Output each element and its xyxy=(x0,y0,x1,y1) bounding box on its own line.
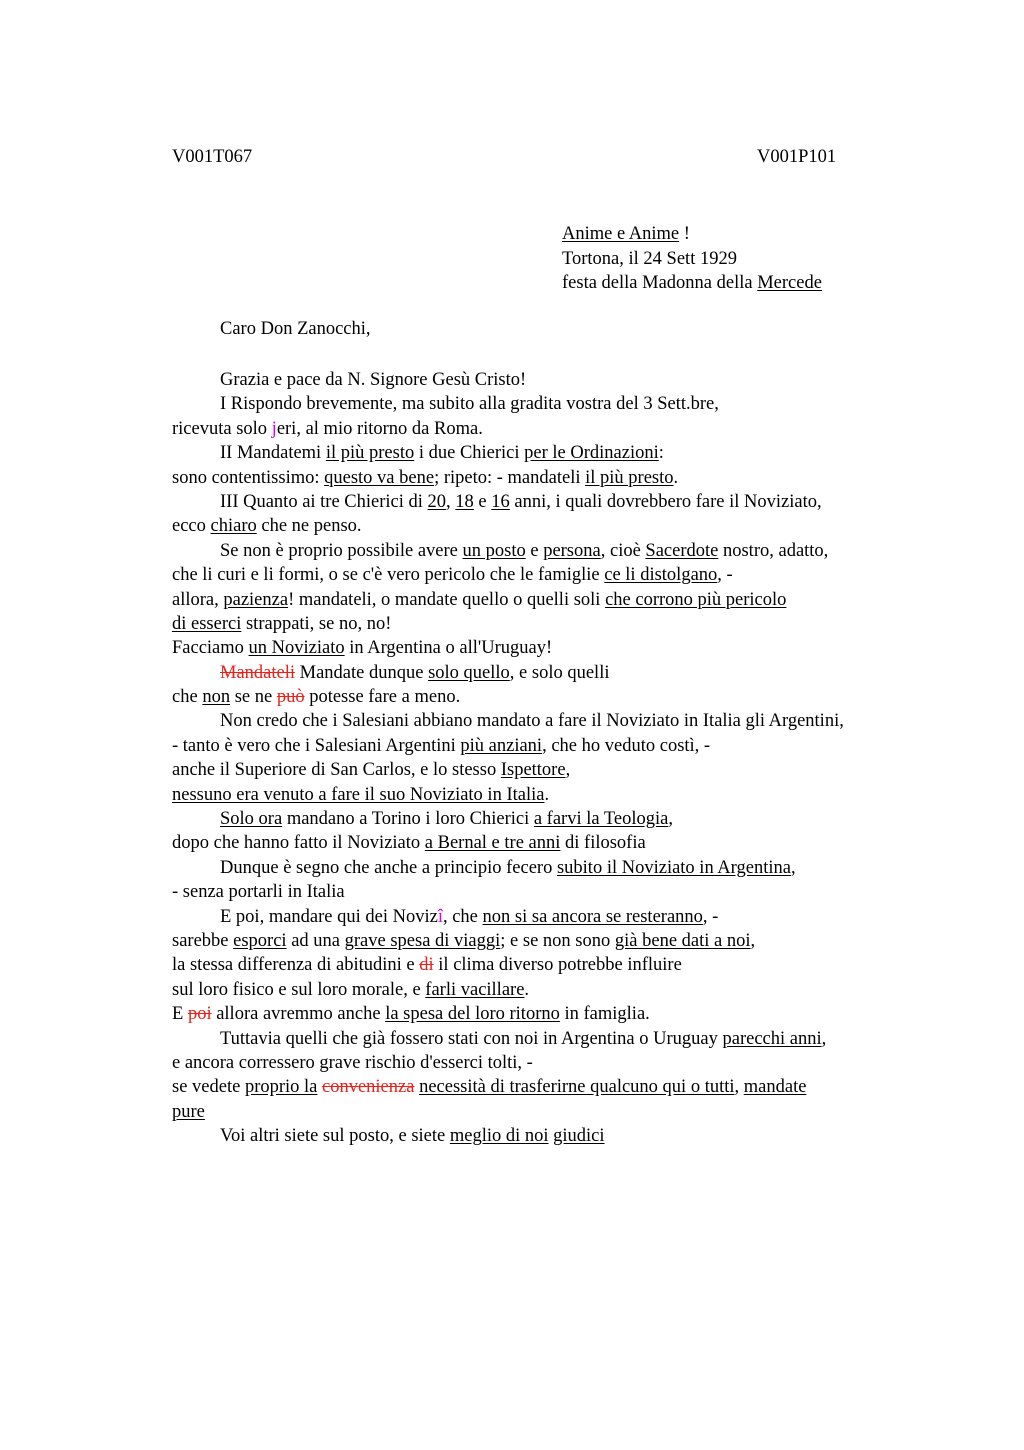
text: eri, al mio ritorno da Roma. xyxy=(276,418,483,439)
body-line xyxy=(172,1100,844,1124)
underlined-text: pure xyxy=(172,1101,205,1122)
heading-title: Anime e Anime xyxy=(562,224,680,244)
underlined-text: proprio la xyxy=(244,1077,318,1098)
underlined-text: esporci xyxy=(233,930,287,951)
text: Grazia e pace da N. Signore Gesù Cristo! xyxy=(220,370,527,390)
heading-title-suffix: ! xyxy=(679,224,690,244)
text: sono contentissimo: xyxy=(172,467,325,488)
text: II Mandatemi xyxy=(220,443,326,464)
highlighted-correction: î xyxy=(437,906,443,927)
text: i due Chierici xyxy=(414,443,525,464)
body-line xyxy=(172,709,844,733)
struck-text: può xyxy=(276,687,305,708)
struck-text: convenienza xyxy=(322,1077,415,1098)
body-line xyxy=(172,490,844,514)
text: mandano a Torino i loro Chierici xyxy=(282,809,534,830)
text: che ne penso. xyxy=(256,516,362,537)
text: , xyxy=(750,930,756,951)
body-line xyxy=(172,1075,844,1099)
underlined-text: a farvi la Teologia xyxy=(533,809,669,830)
underlined-text: il più presto xyxy=(585,467,674,488)
highlighted-correction: j xyxy=(271,418,277,439)
text: in Argentina o all'Uruguay! xyxy=(344,638,553,659)
body-line xyxy=(172,856,844,880)
underlined-text: subito il Noviziato in Argentina xyxy=(556,857,791,878)
underlined-text: questo va bene xyxy=(324,467,435,488)
underlined-text: 20 xyxy=(427,491,447,512)
underlined-text: che corrono più pericolo xyxy=(605,589,787,610)
text: di filosofia xyxy=(560,833,646,854)
body-line xyxy=(172,539,844,563)
body-line xyxy=(172,636,844,660)
heading-title-line xyxy=(562,222,822,247)
body-line xyxy=(172,758,844,782)
underlined-text: a Bernal e tre anni xyxy=(424,833,561,854)
text: e xyxy=(525,540,544,561)
body-line xyxy=(172,953,844,977)
text: se ne xyxy=(230,687,277,708)
body-line xyxy=(172,734,844,758)
text: ricevuta solo xyxy=(172,418,272,439)
text: Tuttavia quelli che già fossero stati con noi in Argentina o Uruguay xyxy=(220,1028,723,1049)
body-line xyxy=(172,831,844,855)
body-line xyxy=(172,392,844,416)
underlined-text: Ispettore xyxy=(500,760,566,781)
feast-line xyxy=(562,271,822,296)
underlined-text: parecchi anni xyxy=(722,1028,822,1049)
underlined-text: 16 xyxy=(491,491,510,512)
text: che li curi e li formi, o se c'è vero pericolo che le famiglie xyxy=(172,565,605,586)
body-line xyxy=(172,661,844,685)
text: Dunque è segno che anche a principio fecero xyxy=(220,857,557,878)
text: , e solo quelli xyxy=(509,662,610,683)
underlined-text: per le Ordinazioni xyxy=(524,443,659,464)
body-line xyxy=(172,1027,844,1051)
body-line xyxy=(172,880,844,904)
text: , xyxy=(565,760,571,781)
text: E poi, mandare qui dei Noviz xyxy=(220,906,438,927)
underlined-text: non si sa ancora se resteranno xyxy=(482,906,703,927)
text: il clima diverso potrebbe influire xyxy=(433,955,682,976)
text: , xyxy=(821,1028,827,1049)
document-code-left: V001T067 xyxy=(172,147,253,167)
struck-text: di xyxy=(419,955,434,976)
text: la stessa differenza di abitudini e xyxy=(172,955,420,976)
underlined-text: grave spesa di viaggi xyxy=(344,930,501,951)
text: strappati, se no, no! xyxy=(241,613,392,634)
text: : xyxy=(658,443,664,464)
underlined-text: meglio di noi xyxy=(449,1126,549,1147)
text: e xyxy=(473,491,492,512)
text: potesse fare a meno. xyxy=(304,687,461,708)
text: , - xyxy=(717,565,733,586)
text: . xyxy=(524,979,530,1000)
body-line xyxy=(172,905,844,929)
body-line xyxy=(172,612,844,636)
body-line xyxy=(172,514,844,538)
body-line xyxy=(172,441,844,465)
body-line xyxy=(172,563,844,587)
struck-text: Mandateli xyxy=(220,662,296,683)
text: ; e se non sono xyxy=(500,930,615,951)
body-line xyxy=(172,588,844,612)
text: nostro, adatto, xyxy=(718,540,829,561)
text: I Rispondo brevemente, ma subito alla gradita vostra del 3 Sett.bre, xyxy=(220,394,719,415)
text: anni, i quali dovrebbero fare il Noviziato, xyxy=(509,491,822,512)
feast-name: Mercede xyxy=(757,273,822,293)
text: , che ho veduto costì, - xyxy=(542,735,711,756)
underlined-text: persona xyxy=(543,540,601,561)
text: . xyxy=(673,467,679,488)
underlined-text: Solo ora xyxy=(220,809,283,830)
underlined-text: già bene dati a noi xyxy=(614,930,751,951)
place-date: Tortona, il 24 Sett 1929 xyxy=(562,248,737,269)
underlined-text: la spesa del loro ritorno xyxy=(385,1004,560,1025)
text: , che xyxy=(442,906,483,927)
text: Voi altri siete sul posto, e siete xyxy=(220,1126,450,1147)
text: ! mandateli, o mandate quello o quelli soli xyxy=(288,589,606,610)
underlined-text: ce li distolgano xyxy=(604,565,718,586)
text: Facciamo xyxy=(172,638,249,659)
text: in famiglia. xyxy=(559,1004,650,1025)
body-line xyxy=(172,368,844,392)
text: Se non è proprio possibile avere xyxy=(220,540,463,561)
underlined-text: 18 xyxy=(455,491,474,512)
body-line xyxy=(172,466,844,490)
text: - tanto è vero che i Salesiani Argentini xyxy=(172,735,461,756)
underlined-text: farli vacillare xyxy=(425,979,525,1000)
underlined-text: più anziani xyxy=(460,735,543,756)
feast-prefix: festa della Madonna della xyxy=(562,273,758,293)
underlined-text: non xyxy=(202,687,231,708)
body-line xyxy=(172,807,844,831)
underlined-text: un posto xyxy=(462,540,526,561)
text: dopo che hanno fatto il Noviziato xyxy=(172,833,425,854)
text: , - xyxy=(702,906,719,927)
text: ad una xyxy=(286,930,345,951)
text: e ancora corressero grave rischio d'esserci tolti, - xyxy=(172,1052,533,1073)
text: , cioè xyxy=(600,540,646,561)
text: Mandate dunque xyxy=(295,662,429,683)
underlined-text: pazienza xyxy=(223,589,289,610)
text: se vedete xyxy=(172,1077,245,1098)
body-line xyxy=(172,929,844,953)
text: allora, xyxy=(172,589,224,610)
underlined-text: chiaro xyxy=(210,516,257,537)
text: anche il Superiore di San Carlos, e lo stesso xyxy=(172,760,501,781)
body-line xyxy=(172,783,844,807)
underlined-text: nessuno era venuto a fare il suo Noviziato in Italia xyxy=(172,784,545,805)
underlined-text: Sacerdote xyxy=(645,540,719,561)
text: , xyxy=(734,1077,744,1098)
text: allora avremmo anche xyxy=(211,1004,386,1025)
body-line xyxy=(172,978,844,1002)
letter-heading xyxy=(562,222,822,296)
text: III Quanto ai tre Chierici di xyxy=(220,491,428,512)
underlined-text: giudici xyxy=(553,1126,605,1147)
body-line xyxy=(172,1051,844,1075)
text: , xyxy=(668,809,673,830)
body-line xyxy=(172,1002,844,1026)
underlined-text: solo quello xyxy=(428,662,510,683)
text: sul loro fisico e sul loro morale, e xyxy=(172,979,426,1000)
body-line xyxy=(172,1124,844,1148)
text: Non credo che i Salesiani abbiano mandato a fare il Noviziato in Italia gli Argentini, xyxy=(220,711,844,732)
underlined-text: un Noviziato xyxy=(248,638,345,659)
struck-text: poi xyxy=(187,1004,212,1025)
text: che xyxy=(172,687,203,708)
underlined-text: di esserci xyxy=(172,613,242,634)
text: . xyxy=(544,784,550,805)
underlined-text: il più presto xyxy=(325,443,415,464)
text: , xyxy=(446,491,456,512)
text: ecco xyxy=(172,516,211,537)
underlined-text: mandate xyxy=(743,1077,807,1098)
text: E xyxy=(172,1004,188,1025)
document-code-right: V001P101 xyxy=(757,147,837,167)
body-line xyxy=(172,685,844,709)
text: ; ripeto: - mandateli xyxy=(434,467,586,488)
text: - senza portarli in Italia xyxy=(172,882,345,903)
text: sarebbe xyxy=(172,930,234,951)
underlined-text: necessità di trasferirne qualcuno qui o tutti xyxy=(419,1077,735,1098)
letter-body xyxy=(172,368,844,1149)
body-line xyxy=(172,417,844,441)
salutation: Caro Don Zanocchi, xyxy=(220,319,371,339)
text: , xyxy=(790,857,796,878)
